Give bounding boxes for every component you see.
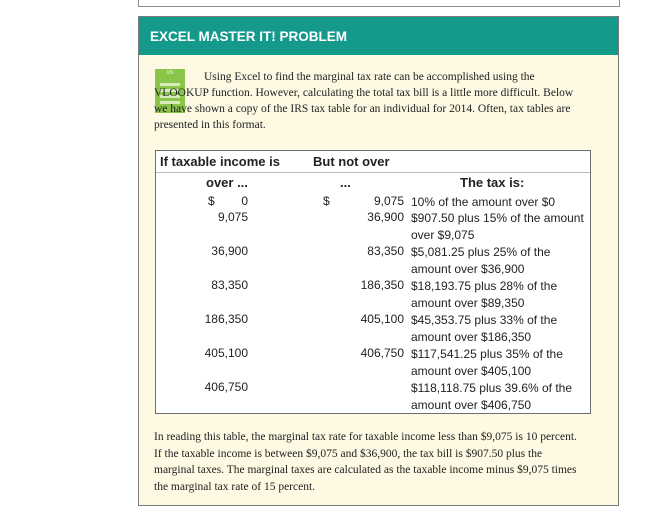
header-over: If taxable income is <box>160 154 280 169</box>
cell-not-over: 36,900 <box>367 210 404 224</box>
cell-not-over: 9,075 <box>373 194 404 208</box>
cell-over: 36,900 <box>211 244 248 258</box>
xls-icon-label: xls <box>166 70 174 76</box>
header-not-over-cont: ... <box>340 175 351 190</box>
cell-over: 405,100 <box>204 346 248 360</box>
table-bottom-rule <box>156 413 590 414</box>
cell-tax: $45,353.75 plus 33% of the amount over $186,350 <box>411 313 558 344</box>
header-over-cont: over ... <box>206 175 248 190</box>
cell-tax: $118,118.75 plus 39.6% of the amount over $406,750 <box>411 381 573 412</box>
cell-not-over: 405,100 <box>360 312 404 326</box>
cell-tax: 10% of the amount over $0 <box>411 195 556 209</box>
cell-tax: $5,081.25 plus 25% of the amount over $36,900 <box>411 245 551 276</box>
cell-over: 0 <box>241 194 248 208</box>
excel-master-it-box <box>138 16 619 506</box>
cell-dollar: $ <box>208 194 215 208</box>
box-title: EXCEL MASTER IT! PROBLEM <box>139 17 618 55</box>
cell-dollar: $ <box>323 194 330 208</box>
tax-table <box>155 150 591 414</box>
footer-paragraph: In reading this table, the marginal tax rate for taxable income less than $9,075 is 10 percent. If the taxable income is between $9,075 and $36,900, the tax bill is $907.50 plus the marginal taxes. The marginal taxes are calculated as the taxable income minus $9,075 times the marginal tax rate of 15 percent. <box>154 431 577 494</box>
cell-over: 83,350 <box>211 278 248 292</box>
cell-over: 406,750 <box>204 380 248 394</box>
cell-not-over: 83,350 <box>367 244 404 258</box>
cell-not-over: 186,350 <box>360 278 404 292</box>
header-not-over: But not over <box>313 154 390 169</box>
cell-tax: $117,541.25 plus 35% of the amount over $405,100 <box>411 347 563 378</box>
cell-not-over: 406,750 <box>360 346 404 360</box>
cell-over: 186,350 <box>204 312 248 326</box>
previous-box-edge <box>138 0 620 7</box>
header-tax: The tax is: <box>460 175 525 190</box>
cell-tax: $907.50 plus 15% of the amount over $9,075 <box>411 211 584 242</box>
cell-tax: $18,193.75 plus 28% of the amount over $89,350 <box>411 279 558 310</box>
header-divider <box>156 172 590 173</box>
intro-paragraph: Using Excel to find the marginal tax rate can be accomplished using the VLOOKUP function. However, calculating the total tax bill is a little more difficult. Below we have shown a copy of the IRS tax table for an individual for 2014. Often, tax tables are presented in this format. <box>154 71 574 131</box>
cell-over: 9,075 <box>217 210 248 224</box>
